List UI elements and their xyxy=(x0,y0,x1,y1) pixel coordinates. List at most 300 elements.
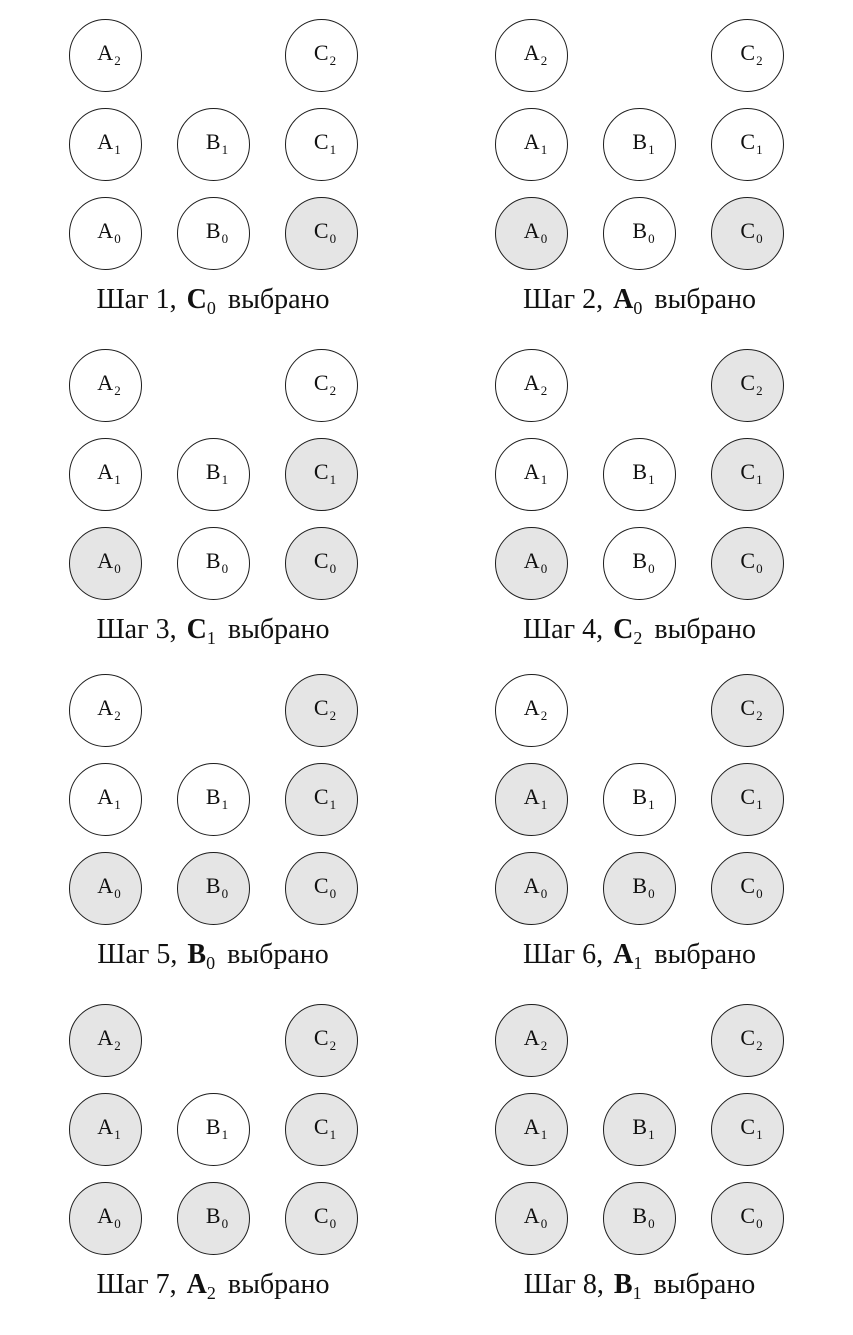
circle-label xyxy=(523,369,548,398)
selected-subscript: 1 xyxy=(632,1283,642,1303)
step-label: Шаг 1, xyxy=(96,284,177,315)
circle-subscript: 2 xyxy=(756,1037,763,1053)
circle-label xyxy=(523,694,548,723)
circle-B0 xyxy=(177,197,250,270)
step-label: Шаг 8, xyxy=(523,1269,604,1300)
circle-label xyxy=(205,872,229,901)
circle-letter: A xyxy=(523,547,540,573)
circle-subscript: 1 xyxy=(540,796,548,812)
circle-label xyxy=(313,783,337,812)
circle-label xyxy=(313,1202,337,1231)
circle-C2 xyxy=(711,674,784,747)
circle-C2 xyxy=(711,19,784,92)
circle-label xyxy=(205,128,229,157)
circle-label xyxy=(632,547,655,576)
circle-subscript: 0 xyxy=(114,560,121,576)
circle-letter: B xyxy=(632,458,648,484)
circle-letter: A xyxy=(97,783,114,809)
selected-letter: A xyxy=(186,1269,207,1300)
circle-letter: C xyxy=(740,872,756,898)
selected-letter: C xyxy=(186,614,207,645)
circle-label xyxy=(205,458,229,487)
circle-B1 xyxy=(603,438,676,511)
circle-letter: A xyxy=(523,872,540,898)
circle-C2 xyxy=(285,349,358,422)
circle-A1 xyxy=(69,1093,142,1166)
circle-letter: C xyxy=(313,1024,329,1050)
circle-subscript: 0 xyxy=(756,230,763,246)
circle-C0 xyxy=(711,527,784,600)
circle-subscript: 2 xyxy=(329,52,337,68)
circle-letter: A xyxy=(523,783,540,809)
step-caption xyxy=(524,1270,756,1301)
circle-subscript: 0 xyxy=(329,1215,337,1231)
circle-letter: A xyxy=(97,1113,114,1139)
circle-subscript: 2 xyxy=(114,707,121,723)
circle-letter: C xyxy=(740,128,756,154)
circle-label xyxy=(523,217,548,246)
circle-subscript: 0 xyxy=(540,885,548,901)
circle-letter: A xyxy=(523,39,540,65)
circle-subscript: 1 xyxy=(648,471,655,487)
selected-node-label xyxy=(186,1269,216,1303)
circle-subscript: 0 xyxy=(221,885,229,901)
circle-subscript: 0 xyxy=(221,560,229,576)
circle-letter: B xyxy=(632,1113,648,1139)
circle-letter: C xyxy=(740,694,756,720)
selected-subscript: 0 xyxy=(206,953,216,973)
circle-label xyxy=(740,39,763,68)
circle-C0 xyxy=(711,197,784,270)
circle-letter: C xyxy=(313,547,329,573)
circle-B1 xyxy=(603,1093,676,1166)
circle-A1 xyxy=(495,763,568,836)
circle-label xyxy=(632,128,655,157)
circle-C0 xyxy=(285,197,358,270)
step-caption xyxy=(96,615,329,646)
selected-letter: C xyxy=(613,614,634,645)
circle-letter: C xyxy=(313,1113,329,1139)
circle-C0 xyxy=(285,527,358,600)
circle-subscript: 2 xyxy=(114,1037,121,1053)
circle-letter: A xyxy=(97,128,114,154)
circle-subscript: 1 xyxy=(648,796,655,812)
selected-subscript: 2 xyxy=(206,1283,216,1303)
circle-letter: A xyxy=(523,1024,540,1050)
circle-label xyxy=(523,39,548,68)
circle-subscript: 0 xyxy=(329,560,337,576)
circle-label xyxy=(313,547,337,576)
selected-node-label xyxy=(186,614,216,648)
circle-board xyxy=(69,19,358,270)
circle-C2 xyxy=(711,1004,784,1077)
selected-node-label xyxy=(613,1269,642,1303)
circle-label xyxy=(632,217,655,246)
circle-label xyxy=(97,128,121,157)
circle-label xyxy=(632,1113,655,1142)
step-label: Шаг 6, xyxy=(522,939,604,970)
circle-subscript: 1 xyxy=(329,141,337,157)
circle-letter: B xyxy=(632,128,648,154)
circle-board xyxy=(69,349,358,600)
circle-subscript: 0 xyxy=(648,1215,655,1231)
circle-B0 xyxy=(603,527,676,600)
circle-label xyxy=(97,217,121,246)
circle-label xyxy=(313,1024,337,1053)
circle-B0 xyxy=(177,852,250,925)
circle-label xyxy=(205,1202,229,1231)
step-panel-7 xyxy=(0,985,426,1335)
caption-suffix: выбрано xyxy=(654,939,757,970)
step-panel-3 xyxy=(0,330,426,655)
circle-label xyxy=(740,694,763,723)
circle-subscript: 2 xyxy=(540,707,548,723)
circle-A0 xyxy=(69,197,142,270)
circle-C2 xyxy=(285,19,358,92)
circle-B1 xyxy=(177,108,250,181)
circle-A0 xyxy=(495,527,568,600)
circle-label xyxy=(740,1202,763,1231)
circle-subscript: 0 xyxy=(114,885,121,901)
circle-letter: A xyxy=(523,458,540,484)
circle-letter: A xyxy=(523,1202,540,1228)
circle-letter: C xyxy=(740,458,756,484)
circle-label xyxy=(97,1202,121,1231)
circle-A2 xyxy=(69,1004,142,1077)
circle-B1 xyxy=(177,1093,250,1166)
circle-subscript: 1 xyxy=(648,1126,655,1142)
circle-letter: A xyxy=(523,1113,540,1139)
circle-subscript: 2 xyxy=(329,1037,337,1053)
circle-subscript: 0 xyxy=(756,1215,763,1231)
circle-label xyxy=(523,1113,548,1142)
circle-C1 xyxy=(285,763,358,836)
circle-board xyxy=(495,674,784,925)
step-caption xyxy=(523,615,756,646)
circle-C2 xyxy=(285,1004,358,1077)
circle-letter: B xyxy=(632,872,648,898)
caption-suffix: выбрано xyxy=(654,284,757,315)
circle-label xyxy=(313,872,337,901)
circle-board xyxy=(495,349,784,600)
circle-subscript: 0 xyxy=(114,1215,121,1231)
circle-subscript: 1 xyxy=(221,796,229,812)
step-panel-8 xyxy=(426,985,853,1335)
circle-label xyxy=(205,217,229,246)
circle-subscript: 1 xyxy=(756,796,763,812)
step-caption xyxy=(523,285,756,316)
step-label: Шаг 2, xyxy=(522,284,604,315)
circle-label xyxy=(313,369,337,398)
circle-A0 xyxy=(69,852,142,925)
circle-subscript: 0 xyxy=(114,230,121,246)
circle-A2 xyxy=(495,1004,568,1077)
circle-label xyxy=(313,1113,337,1142)
circle-subscript: 1 xyxy=(114,471,121,487)
circle-letter: C xyxy=(740,217,756,243)
circle-subscript: 0 xyxy=(540,230,548,246)
circle-C1 xyxy=(285,438,358,511)
circle-letter: C xyxy=(740,1024,756,1050)
circle-letter: A xyxy=(97,458,114,484)
circle-subscript: 0 xyxy=(648,560,655,576)
circle-subscript: 1 xyxy=(329,796,337,812)
circle-board xyxy=(69,674,358,925)
circle-label xyxy=(205,783,229,812)
circle-label xyxy=(523,1024,548,1053)
circle-B1 xyxy=(177,763,250,836)
circle-C0 xyxy=(285,1182,358,1255)
circle-C0 xyxy=(711,1182,784,1255)
circle-board xyxy=(495,19,784,270)
circle-C0 xyxy=(711,852,784,925)
step-label: Шаг 7, xyxy=(96,1269,177,1300)
circle-letter: A xyxy=(97,547,114,573)
circle-C1 xyxy=(711,108,784,181)
circle-label xyxy=(523,547,548,576)
circle-letter: A xyxy=(97,694,114,720)
circle-C1 xyxy=(711,1093,784,1166)
circle-label xyxy=(632,783,655,812)
circle-letter: C xyxy=(313,783,329,809)
circle-A0 xyxy=(69,527,142,600)
circle-subscript: 2 xyxy=(540,52,548,68)
circle-letter: A xyxy=(97,217,114,243)
circle-subscript: 2 xyxy=(329,382,337,398)
step-label: Шаг 5, xyxy=(97,939,178,970)
circle-subscript: 1 xyxy=(648,141,655,157)
circle-subscript: 0 xyxy=(648,885,655,901)
circle-subscript: 1 xyxy=(221,141,229,157)
circle-label xyxy=(97,1113,121,1142)
circle-subscript: 2 xyxy=(756,382,763,398)
caption-suffix: выбрано xyxy=(653,1269,756,1300)
circle-B1 xyxy=(603,108,676,181)
circle-subscript: 2 xyxy=(329,707,337,723)
circle-label xyxy=(740,1024,763,1053)
circle-letter: B xyxy=(205,1202,221,1228)
circle-letter: C xyxy=(740,1202,756,1228)
selected-node-label xyxy=(186,284,216,318)
circle-A2 xyxy=(495,19,568,92)
circle-label xyxy=(205,1113,229,1142)
circle-label xyxy=(97,1024,121,1053)
circle-letter: B xyxy=(205,547,221,573)
circle-letter: C xyxy=(313,694,329,720)
circle-subscript: 1 xyxy=(329,471,337,487)
circle-letter: C xyxy=(740,1113,756,1139)
circle-label xyxy=(740,128,763,157)
circle-A1 xyxy=(495,1093,568,1166)
circle-subscript: 0 xyxy=(329,230,337,246)
circle-A0 xyxy=(495,1182,568,1255)
circle-subscript: 2 xyxy=(540,1037,548,1053)
circle-A1 xyxy=(495,438,568,511)
circle-A2 xyxy=(495,674,568,747)
step-panel-4 xyxy=(426,330,853,655)
selected-node-label xyxy=(187,939,216,973)
circle-B0 xyxy=(177,527,250,600)
caption-suffix: выбрано xyxy=(227,284,330,315)
circle-label xyxy=(740,872,763,901)
circle-label xyxy=(97,694,121,723)
selected-subscript: 1 xyxy=(633,953,643,973)
circle-C1 xyxy=(285,1093,358,1166)
circle-subscript: 0 xyxy=(221,1215,229,1231)
circle-letter: A xyxy=(97,872,114,898)
circle-label xyxy=(97,872,121,901)
circle-letter: C xyxy=(740,783,756,809)
circle-subscript: 2 xyxy=(756,707,763,723)
circle-subscript: 0 xyxy=(329,885,337,901)
circle-label xyxy=(97,783,121,812)
circle-label xyxy=(313,694,337,723)
selected-letter: A xyxy=(613,939,634,970)
circle-letter: A xyxy=(523,694,540,720)
circle-letter: C xyxy=(740,39,756,65)
circle-letter: C xyxy=(740,369,756,395)
step-label: Шаг 3, xyxy=(96,614,177,645)
circle-board xyxy=(495,1004,784,1255)
circle-letter: B xyxy=(632,783,648,809)
circle-letter: A xyxy=(523,217,540,243)
circle-label xyxy=(740,1113,763,1142)
circle-letter: B xyxy=(632,547,648,573)
step-caption xyxy=(96,285,329,316)
circle-label xyxy=(740,217,763,246)
circle-letter: B xyxy=(205,872,221,898)
circle-letter: A xyxy=(523,369,540,395)
circle-letter: A xyxy=(97,39,114,65)
circle-subscript: 2 xyxy=(540,382,548,398)
circle-label xyxy=(313,128,337,157)
circle-subscript: 2 xyxy=(756,52,763,68)
circle-subscript: 1 xyxy=(221,471,229,487)
circle-subscript: 2 xyxy=(114,382,121,398)
circle-subscript: 1 xyxy=(756,141,763,157)
circle-label xyxy=(740,783,763,812)
circle-subscript: 1 xyxy=(540,1126,548,1142)
circle-B0 xyxy=(603,1182,676,1255)
selected-node-label xyxy=(613,284,643,318)
selected-letter: C xyxy=(186,284,207,315)
step-caption xyxy=(97,940,329,971)
circle-label xyxy=(97,39,121,68)
circle-label xyxy=(632,1202,655,1231)
circle-letter: A xyxy=(523,128,540,154)
circle-subscript: 0 xyxy=(540,1215,548,1231)
circle-subscript: 1 xyxy=(114,141,121,157)
circle-A2 xyxy=(495,349,568,422)
circle-letter: B xyxy=(632,217,648,243)
circle-label xyxy=(313,217,337,246)
circle-label xyxy=(523,872,548,901)
circle-subscript: 0 xyxy=(648,230,655,246)
step-label: Шаг 4, xyxy=(522,614,604,645)
step-panel-2 xyxy=(426,0,853,330)
step-panel-1 xyxy=(0,0,426,330)
circle-label xyxy=(313,39,337,68)
circle-A1 xyxy=(69,763,142,836)
circle-C0 xyxy=(285,852,358,925)
circle-letter: C xyxy=(313,217,329,243)
circle-C1 xyxy=(711,438,784,511)
circle-A2 xyxy=(69,19,142,92)
circle-letter: C xyxy=(313,39,329,65)
selected-node-label xyxy=(613,939,643,973)
circle-label xyxy=(740,369,763,398)
circle-subscript: 1 xyxy=(540,471,548,487)
step-caption xyxy=(96,1270,329,1301)
circle-A0 xyxy=(69,1182,142,1255)
circle-board xyxy=(69,1004,358,1255)
circle-B1 xyxy=(177,438,250,511)
circle-letter: B xyxy=(205,128,221,154)
circle-A1 xyxy=(495,108,568,181)
caption-suffix: выбрано xyxy=(654,614,757,645)
step-caption xyxy=(523,940,756,971)
circle-label xyxy=(632,458,655,487)
circle-letter: A xyxy=(97,1024,114,1050)
circle-subscript: 1 xyxy=(540,141,548,157)
step-panel-5 xyxy=(0,655,426,985)
circle-label xyxy=(97,369,121,398)
circle-letter: B xyxy=(205,1113,221,1139)
circle-letter: C xyxy=(313,458,329,484)
circle-C1 xyxy=(711,763,784,836)
step-panel-6 xyxy=(426,655,853,985)
circle-letter: C xyxy=(313,872,329,898)
circle-subscript: 1 xyxy=(756,471,763,487)
circle-letter: B xyxy=(205,458,221,484)
circle-A2 xyxy=(69,674,142,747)
circle-subscript: 0 xyxy=(221,230,229,246)
circle-label xyxy=(205,547,229,576)
circle-subscript: 2 xyxy=(114,52,121,68)
circle-B0 xyxy=(603,197,676,270)
circle-letter: B xyxy=(205,217,221,243)
circle-B1 xyxy=(603,763,676,836)
circle-C1 xyxy=(285,108,358,181)
circle-label xyxy=(97,458,121,487)
selected-node-label xyxy=(613,614,643,648)
circle-A1 xyxy=(69,108,142,181)
circle-label xyxy=(523,1202,548,1231)
circle-A1 xyxy=(69,438,142,511)
circle-B0 xyxy=(177,1182,250,1255)
circle-label xyxy=(313,458,337,487)
circle-label xyxy=(740,547,763,576)
circle-C2 xyxy=(711,349,784,422)
selected-subscript: 1 xyxy=(206,628,216,648)
circle-label xyxy=(523,128,548,157)
circle-subscript: 0 xyxy=(756,885,763,901)
selected-subscript: 0 xyxy=(633,298,643,318)
circle-B0 xyxy=(603,852,676,925)
circle-A0 xyxy=(495,852,568,925)
circle-letter: B xyxy=(205,783,221,809)
caption-suffix: выбрано xyxy=(227,614,330,645)
circle-subscript: 0 xyxy=(756,560,763,576)
circle-letter: C xyxy=(740,547,756,573)
circle-subscript: 1 xyxy=(756,1126,763,1142)
circle-letter: C xyxy=(313,128,329,154)
circle-letter: A xyxy=(97,1202,114,1228)
selected-subscript: 0 xyxy=(206,298,216,318)
circle-A2 xyxy=(69,349,142,422)
selected-letter: B xyxy=(613,1269,633,1300)
circle-label xyxy=(523,783,548,812)
